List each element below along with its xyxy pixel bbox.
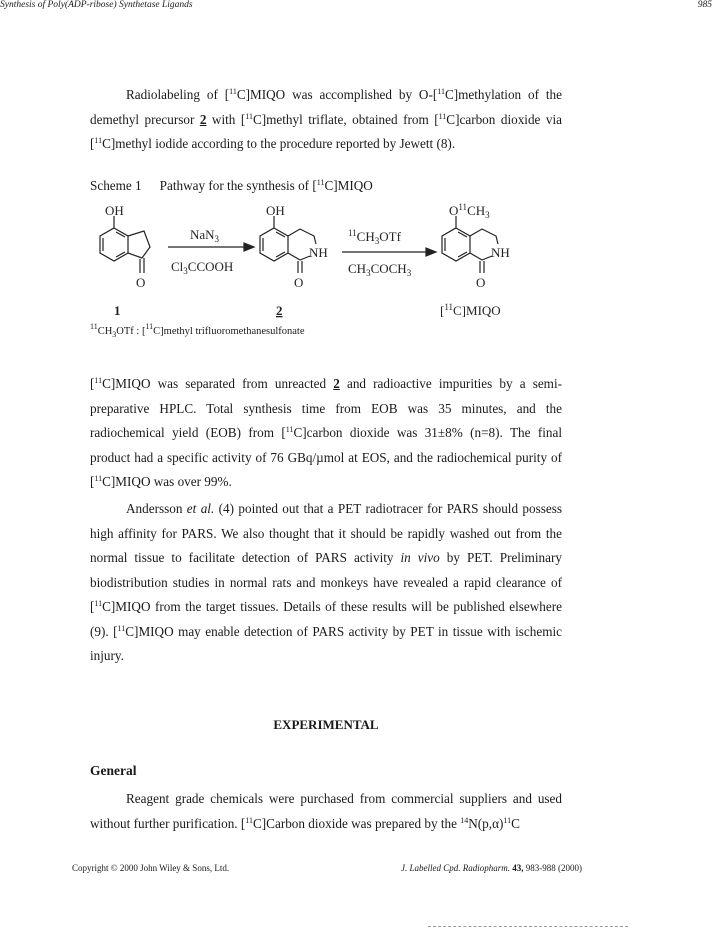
intro-paragraph: Radiolabeling of [$^{11}$C]MIQO was accomplished by O-[$^{11}$C]methylation of the demethyl precursor 2 with [$^{11}$C]methyl triflate, obtained from [$^{11}$C]carbon dioxide via [$^{11}$C]methyl iodide according to the procedure reported by Jewett (8). — [90, 87, 563, 151]
reaction-scheme — [78, 200, 548, 322]
scan-edge-line — [428, 926, 628, 927]
compound-1-structure — [100, 203, 150, 318]
product-o: O — [476, 275, 486, 290]
product-label: [$^{11}$C]MIQO — [440, 302, 501, 318]
experimental-heading: EXPERIMENTAL — [273, 717, 379, 732]
discussion-paragraph: Andersson et al. (4) pointed out that a PET radiotracer for PARS should possess high affinity for PARS. We also thought that it should be rapidly washed out from the normal tissue to facilitate detection of PARS activity in vivo by PET. Preliminary biodistribution studies in normal rats and monkeys have revealed a rapid clearance of [$^{11}$C]MIQO from the target tissues. Details of these results will be published elsewhere (9). [$^{11}$C]MIQO may enable detection of PARS activity by PET in tissue with ischemic injury. — [90, 501, 562, 663]
journal-citation: J. Labelled Cpd. Radiopharm. 43, 983-988 (2000) — [401, 863, 582, 873]
product-structure — [440, 202, 510, 318]
scheme-title: Pathway for the synthesis of [$^{11}$C]MIQO — [159, 178, 373, 193]
reagent-2-top: $^{11}CH_3OTf$ — [348, 228, 401, 246]
reagent-1-bottom: $Cl_3CCOOH$ — [171, 259, 234, 276]
compound-2-label: 2 — [276, 303, 283, 318]
compound-2-o: O — [294, 275, 304, 290]
compound-1-o: O — [136, 275, 146, 290]
compound-1-label: 1 — [114, 303, 121, 318]
results-paragraph: [$^{11}$C]MIQO was separated from unreacted 2 and radioactive impurities by a semi-preparative HPLC. Total synthesis time from EOB was 35 minutes, and the radiochemical yield (EOB) from [$^{11}$C]carbon dioxide was 31±8% (n=8). The final product had a specific activity of 76 GBq/µmol at EOS, and the radiochemical purity of [$^{11}$C]MIQO was over 99%. — [90, 376, 562, 489]
reaction-arrow-2 — [342, 228, 436, 278]
compound-ref: 2 — [333, 376, 340, 391]
general-paragraph: Reagent grade chemicals were purchased from commercial suppliers and used without further purification. [$^{11}$C]Carbon dioxide was prepared by the $^{14}N(p,\alpha)^{11}C$ — [90, 791, 562, 831]
compound-1-oh: OH — [105, 203, 124, 218]
compound-2-nh: NH — [309, 245, 328, 260]
copyright-notice: Copyright © 2000 John Wiley & Sons, Ltd. — [72, 863, 230, 873]
running-header — [0, 0, 712, 16]
compound-ref: 2 — [199, 111, 207, 127]
scheme-caption — [90, 178, 373, 194]
product-nh: NH — [491, 245, 510, 260]
product-o-methyl: $O^{11}CH_3$ — [449, 202, 490, 220]
compound-2-structure — [260, 203, 328, 318]
page-number: 985 — [697, 0, 712, 10]
reaction-arrow-1 — [168, 227, 254, 276]
running-title: Synthesis of Poly(ADP-ribose) Synthetase Ligands — [0, 0, 193, 10]
scheme-footnote: $^{11}CH_3OTf$ : [$^{11}$C]methyl trifluoromethanesulfonate — [90, 322, 305, 339]
compound-2-oh: OH — [266, 203, 285, 218]
reagent-1-top: NaN$_3$ — [190, 227, 220, 244]
general-heading: General — [90, 763, 137, 778]
reagent-2-bottom: $CH_3COCH_3$ — [348, 261, 412, 278]
scheme-label: Scheme 1 — [90, 178, 142, 193]
